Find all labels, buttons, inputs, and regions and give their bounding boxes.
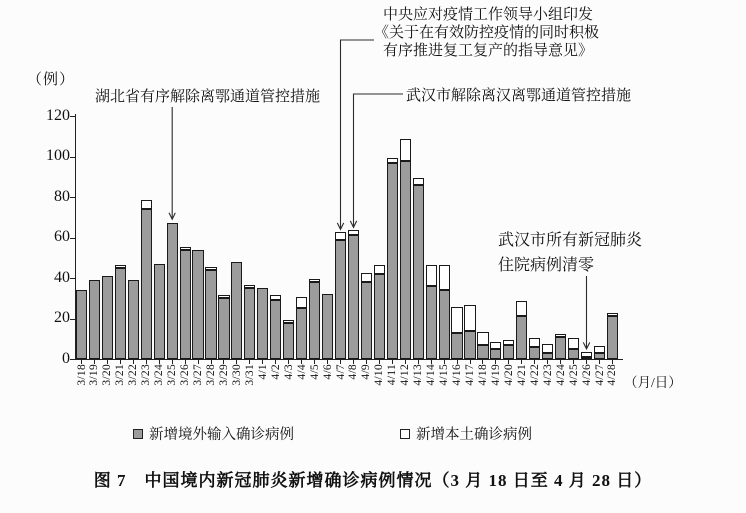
imported-segment xyxy=(581,357,592,359)
local-segment xyxy=(568,338,579,349)
imported-segment xyxy=(361,282,372,359)
y-tick-mark xyxy=(70,238,75,239)
imported-segment xyxy=(400,161,411,359)
y-tick-label: 20 xyxy=(54,309,70,326)
y-tick-mark xyxy=(70,157,75,158)
y-tick-mark xyxy=(70,116,75,117)
local-segment xyxy=(374,265,385,274)
legend-item-imported xyxy=(133,423,294,444)
imported-segment xyxy=(192,250,203,359)
annotation-text: 有序推进复工复产的指导意见》 xyxy=(383,43,594,59)
imported-segment xyxy=(542,353,553,359)
local-segment xyxy=(439,265,450,290)
imported-segment xyxy=(374,274,385,359)
local-segment xyxy=(205,267,216,270)
x-tick-label: 4/18 xyxy=(476,364,489,386)
x-tick-label: 4/26 xyxy=(580,364,593,386)
x-tick-label: 4/21 xyxy=(515,364,528,386)
imported-segment xyxy=(451,333,462,359)
legend-swatch-imported xyxy=(133,429,143,439)
y-tick-mark xyxy=(70,278,75,279)
x-tick-label: 4/15 xyxy=(438,364,451,386)
annotation-arrow xyxy=(337,40,374,229)
x-tick-label: 3/30 xyxy=(230,364,243,386)
local-segment xyxy=(529,338,540,347)
annotation-arrow xyxy=(169,107,175,219)
x-tick-label: 4/25 xyxy=(567,364,580,386)
legend-label-local: 新增本土确诊病例 xyxy=(416,427,532,443)
x-tick-label: 4/24 xyxy=(554,364,567,386)
y-tick-label: 80 xyxy=(54,187,70,205)
imported-segment xyxy=(309,282,320,359)
x-tick-label: 3/29 xyxy=(217,364,230,386)
annotation-central-leading-group xyxy=(374,6,599,60)
imported-segment xyxy=(180,250,191,359)
x-tick-label: 3/20 xyxy=(101,364,114,386)
local-segment xyxy=(361,273,372,282)
imported-segment xyxy=(115,268,126,359)
y-tick-label: 0 xyxy=(62,349,70,367)
imported-segment xyxy=(516,316,527,359)
annotation-arrow xyxy=(583,276,590,349)
local-segment xyxy=(400,139,411,160)
x-tick-label: 3/22 xyxy=(127,364,140,386)
local-segment xyxy=(387,158,398,163)
x-tick-label: 3/24 xyxy=(153,364,166,386)
imported-segment xyxy=(244,288,255,359)
imported-segment xyxy=(128,280,139,359)
x-axis-unit-label: （月/日） xyxy=(624,375,682,390)
imported-segment xyxy=(464,331,475,359)
x-tick-label: 4/12 xyxy=(399,364,412,386)
local-segment xyxy=(309,279,320,282)
x-tick-label: 3/28 xyxy=(205,364,217,386)
imported-segment xyxy=(348,235,359,359)
local-segment xyxy=(413,178,424,185)
x-tick-label: 4/20 xyxy=(502,364,515,386)
x-tick-label: 3/23 xyxy=(140,364,153,386)
imported-segment xyxy=(102,276,113,359)
x-tick-label: 4/2 xyxy=(269,364,282,380)
imported-segment xyxy=(529,347,540,359)
x-tick-label: 4/13 xyxy=(412,364,425,386)
local-segment xyxy=(581,352,592,357)
x-tick-label: 3/31 xyxy=(243,364,256,386)
legend-swatch-local xyxy=(400,429,410,439)
x-tick-label: 3/18 xyxy=(75,364,88,386)
y-axis-unit-label: （例） xyxy=(27,72,76,88)
imported-segment xyxy=(568,349,579,359)
imported-segment xyxy=(89,280,100,359)
y-tick-mark xyxy=(70,319,75,320)
x-tick-label: 4/16 xyxy=(451,364,464,386)
x-tick-label: 4/28 xyxy=(606,364,619,386)
imported-segment xyxy=(503,345,514,359)
annotation-text: 武汉市解除离汉离鄂通道管控措施 xyxy=(406,88,632,104)
x-tick-label: 4/11 xyxy=(386,364,399,386)
annotation-hubei-corridor xyxy=(95,88,320,106)
imported-segment xyxy=(205,270,216,359)
y-tick-mark xyxy=(70,197,75,198)
x-tick-label: 4/8 xyxy=(347,364,360,380)
local-segment xyxy=(607,313,618,316)
y-tick-label: 120 xyxy=(46,106,70,124)
imported-segment xyxy=(231,262,242,359)
local-segment xyxy=(180,247,191,250)
x-tick-label: 4/27 xyxy=(593,364,606,386)
imported-segment xyxy=(413,185,424,359)
x-tick-label: 4/4 xyxy=(295,364,308,380)
imported-segment xyxy=(154,264,165,359)
local-segment xyxy=(451,307,462,332)
x-tick-label: 4/23 xyxy=(541,364,554,386)
x-tick-label: 4/17 xyxy=(464,364,476,386)
y-tick-label: 40 xyxy=(54,268,70,286)
figure-caption: 图 7 中国境内新冠肺炎新增确诊病例情况（3 月 18 日至 4 月 28 日） xyxy=(93,471,653,490)
local-segment xyxy=(244,285,255,288)
imported-segment xyxy=(594,353,605,359)
x-tick-label: 4/10 xyxy=(373,364,386,386)
x-tick-label: 4/6 xyxy=(321,364,334,380)
imported-segment xyxy=(296,308,307,359)
x-tick-label: 3/19 xyxy=(88,364,101,386)
local-segment xyxy=(115,265,126,268)
x-tick-label: 4/5 xyxy=(308,364,321,380)
local-segment xyxy=(270,295,281,300)
imported-segment xyxy=(76,290,87,359)
imported-segment xyxy=(322,294,333,359)
local-segment xyxy=(426,265,437,286)
annotation-wuhan-hospital-zero xyxy=(498,228,642,278)
x-tick-label: 4/1 xyxy=(256,364,269,380)
x-tick-label: 3/21 xyxy=(114,364,127,386)
local-segment xyxy=(335,232,346,239)
imported-segment xyxy=(257,288,268,359)
local-segment xyxy=(542,344,553,353)
imported-segment xyxy=(607,316,618,359)
imported-segment xyxy=(555,337,566,359)
x-tick-label: 3/27 xyxy=(192,364,205,386)
imported-segment xyxy=(426,286,437,359)
imported-segment xyxy=(490,349,501,359)
imported-segment xyxy=(283,323,294,359)
x-tick-label: 4/22 xyxy=(528,364,541,386)
local-segment xyxy=(555,334,566,337)
x-tick-label: 4/14 xyxy=(425,364,438,386)
local-segment xyxy=(348,230,359,235)
local-segment xyxy=(141,200,152,209)
imported-segment xyxy=(387,163,398,359)
local-segment xyxy=(477,332,488,345)
legend-label-imported: 新增境外输入确诊病例 xyxy=(149,427,294,443)
imported-segment xyxy=(218,298,229,359)
x-tick-label: 4/3 xyxy=(282,364,295,380)
imported-segment xyxy=(335,240,346,359)
x-tick-label: 4/9 xyxy=(360,364,373,380)
y-tick-mark xyxy=(70,359,75,360)
local-segment xyxy=(283,320,294,323)
annotation-wuhan-corridor-lift xyxy=(406,87,631,105)
local-segment xyxy=(218,295,229,298)
imported-segment xyxy=(167,223,178,359)
x-tick-label: 3/25 xyxy=(166,364,179,386)
imported-segment xyxy=(141,209,152,359)
legend-item-local xyxy=(400,423,532,444)
local-segment xyxy=(503,340,514,345)
annotation-text: 湖北省有序解除离鄂通道管控措施 xyxy=(95,89,321,105)
annotation-text: 中央应对疫情工作领导小组印发 xyxy=(383,7,594,23)
y-tick-label: 100 xyxy=(46,147,70,164)
x-tick-label: 4/7 xyxy=(334,364,347,380)
annotation-text: 武汉市所有新冠肺炎 xyxy=(498,232,643,249)
x-axis-line xyxy=(75,359,623,360)
imported-segment xyxy=(477,345,488,359)
x-tick-label: 3/26 xyxy=(179,364,192,386)
local-segment xyxy=(464,305,475,330)
x-tick-label: 4/19 xyxy=(489,364,502,386)
y-tick-label: 60 xyxy=(54,228,70,245)
imported-segment xyxy=(439,290,450,359)
imported-segment xyxy=(270,300,281,359)
annotation-text: 《关于在有效防控疫情的同时积极 xyxy=(374,25,600,41)
local-segment xyxy=(296,297,307,308)
local-segment xyxy=(490,342,501,349)
local-segment xyxy=(516,301,527,316)
local-segment xyxy=(594,346,605,353)
annotation-text: 住院病例清零 xyxy=(498,257,595,274)
